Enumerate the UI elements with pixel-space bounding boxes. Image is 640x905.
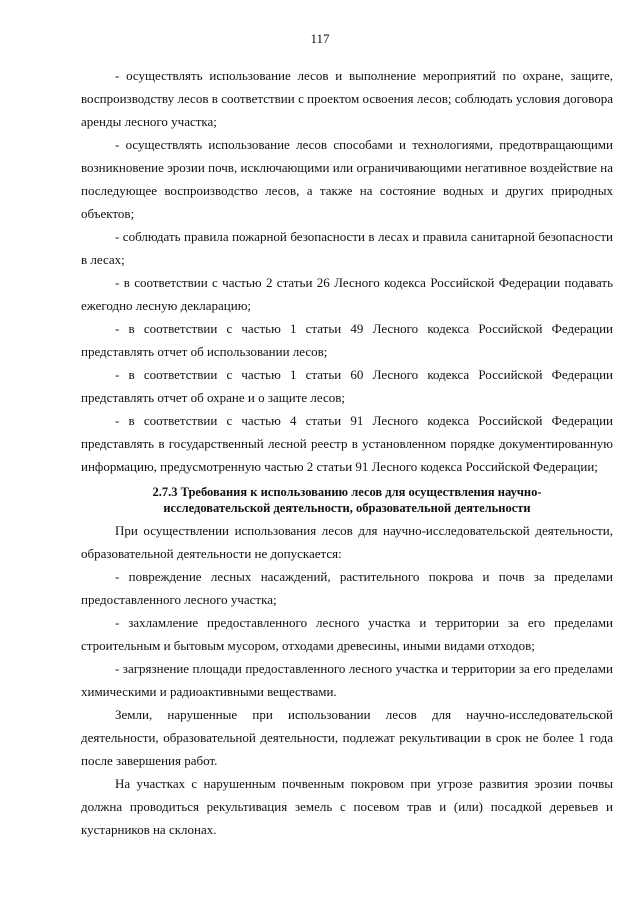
list-item-pollution: - загрязнение площади предоставленного лесного участка и территории за его пределами химическими и радиоактивными веществами. [81,661,613,699]
section-heading: 2.7.3 Требования к использованию лесов для осуществления научно-исследовательской деятельности, образовательной деятельности [152,485,542,515]
page-number: 117 [310,31,330,46]
document-body [81,64,613,841]
list-item-damage: - повреждение лесных насаждений, растительного покрова и почв за пределами предоставленного лесного участка; [81,569,613,607]
list-item-littering: - захламление предоставленного лесного участка и территории за его пределами строительным и бытовым мусором, отходами древесины, иными видами отходов; [81,615,613,653]
list-item-forest-declaration: - в соответствии с частью 2 статьи 26 Лесного кодекса Российской Федерации подавать ежегодно лесную декларацию; [81,275,613,313]
list-item-usage-report: - в соответствии с частью 1 статьи 49 Лесного кодекса Российской Федерации представлять отчет об использовании лесов; [81,321,613,359]
paragraph-not-allowed-intro: При осуществлении использования лесов для научно-исследовательской деятельности, образовательной деятельности не допускается: [81,523,613,561]
list-item-fire-safety: - соблюдать правила пожарной безопасности в лесах и правила санитарной безопасности в лесах; [81,229,613,267]
list-item-erosion-prevention: - осуществлять использование лесов способами и технологиями, предотвращающими возникновение эрозии почв, исключающими или ограничивающими негативное воздействие на последующее воспроизводство лесов, а также на состояние водных и других природных объектов; [81,137,613,221]
list-item-protection-report: - в соответствии с частью 1 статьи 60 Лесного кодекса Российской Федерации представлять отчет об охране и о защите лесов; [81,367,613,405]
paragraph-recultivation-deadline: Земли, нарушенные при использовании лесов для научно-исследовательской деятельности, образовательной деятельности, подлежат рекультивации в срок не более 1 года после завершения работ. [81,707,613,768]
list-item-state-registry: - в соответствии с частью 4 статьи 91 Лесного кодекса Российской Федерации представлять в государственный лесной реестр в установленном порядке документированную информацию, предусмотренную частью 2 статьи 91 Лесного кодекса Российской Федерации; [81,413,613,474]
list-item-forest-use-protection: - осуществлять использование лесов и выполнение мероприятий по охране, защите, воспроизводству лесов в соответствии с проектом освоения лесов; соблюдать условия договора аренды лесного участка; [81,68,613,129]
paragraph-recultivation-erosion: На участках с нарушенным почвенным покровом при угрозе развития эрозии почвы должна проводиться рекультивация земель с посевом трав и (или) посадкой деревьев и кустарников на склонах. [81,776,613,837]
